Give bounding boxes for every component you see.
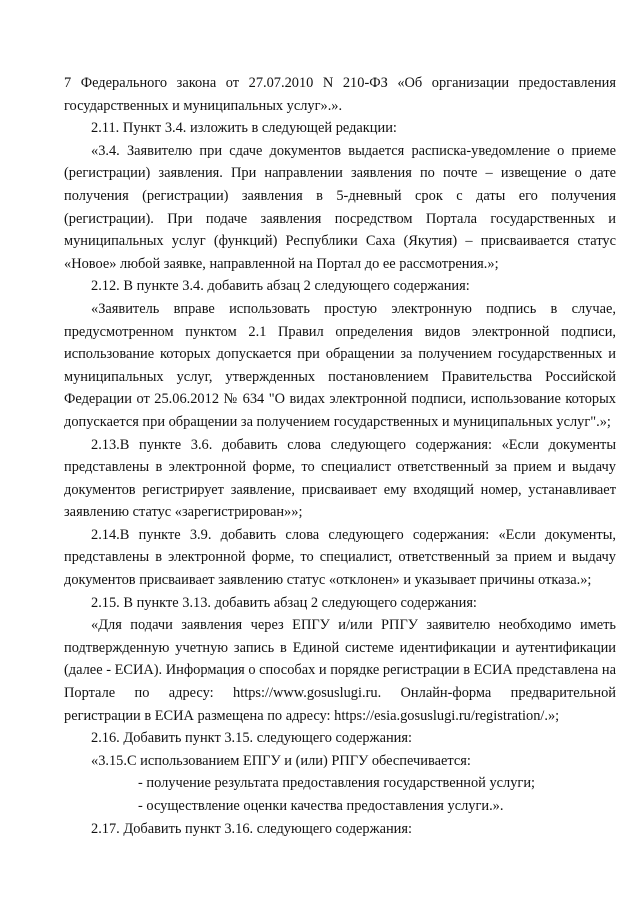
paragraph-2-17: 2.17. Добавить пункт 3.16. следующего содержания: [91, 820, 412, 837]
paragraph-2-15: 2.15. В пункте 3.13. добавить абзац 2 следующего содержания: [91, 594, 477, 611]
paragraph-3-15: «3.15.С использованием ЕПГУ и (или) РПГУ обеспечивается: [91, 752, 471, 769]
paragraph-esia: «Для подачи заявления через ЕПГУ и/или РПГУ заявителю необходимо иметь подтвержденную учетную запись в Единой системе идентификации и аутентификации (далее - ЕСИА). Информация о способах и порядке регистрации в ЕСИА представлена на Портале по адресу: https://www.gosuslugi.ru. Онлайн-форма предварительной регистрации в ЕСИА размещена по адресу: https://esia.gosuslugi.ru/registration/.»; [64, 617, 616, 724]
paragraph-2-13: 2.13.В пункте 3.6. добавить слова следующего содержания: «Если документы представлены в электронной форме, то специалист ответственный за прием и выдачу документов регистрирует заявление, присваивает ему входящий номер, устанавливает заявлению статус «зарегистрирован»»; [64, 436, 616, 521]
list-item: - осуществление оценки качества предоставления услуги.». [138, 798, 504, 814]
paragraph-electronic-signature: «Заявитель вправе использовать простую электронную подпись в случае, предусмотренном пунктом 2.1 Правил определения видов электронной подписи, использование которых допускается при обращении за получением государственных и муниципальных услуг, утвержденных постановлением Правительства Российской Федерации от 25.06.2012 № 634 "О видах электронной подписи, использование которых допускается при обращении за получением государственных и муниципальных услуг".»; [64, 300, 616, 430]
paragraph-2-11: 2.11. Пункт 3.4. изложить в следующей редакции: [91, 120, 397, 137]
paragraph-2-14: 2.14.В пункте 3.9. добавить слова следующего содержания: «Если документы, представлены в электронной форме, то специалист, ответственный за прием и выдачу документов присваивает заявлению статус «отклонен» и указывает причины отказа.»; [64, 526, 616, 589]
paragraph-3-4-text: «3.4. Заявителю при сдаче документов выдается расписка-уведомление о приеме (регистрации) заявления. При направлении заявления по почте – извещение о дате получения (регистрации) заявления в 5-дневный срок с даты его получения (регистрации). При подаче заявления посредством Портала государственных и муниципальных услуг (функций) Республики Саха (Якутия) – присваивается статус «Новое» любой заявке, направленной на Портал до ее рассмотрения.»; [64, 142, 616, 272]
paragraph-law-reference: 7 Федерального закона от 27.07.2010 N 210-ФЗ «Об организации предоставления государственных и муниципальных услуг».». [64, 75, 616, 114]
list-item: - получение результата предоставления государственной услуги; [138, 775, 536, 792]
paragraph-2-12: 2.12. В пункте 3.4. добавить абзац 2 следующего содержания: [91, 278, 470, 295]
paragraph-2-16: 2.16. Добавить пункт 3.15. следующего содержания: [91, 730, 412, 747]
